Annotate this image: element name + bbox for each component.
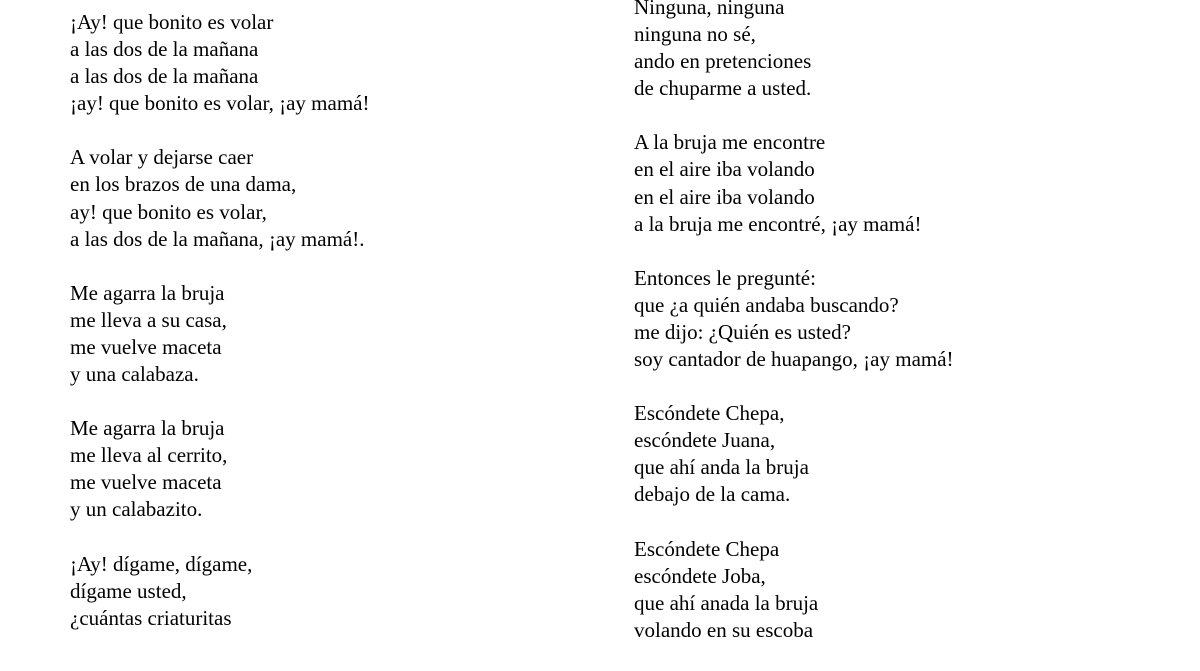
stanza	[70, 9, 369, 117]
lyric-line: ¡Ay! que bonito es volar	[70, 10, 274, 34]
stanza	[634, 129, 954, 237]
lyric-line: me dijo: ¿Quién es usted?	[634, 319, 851, 344]
lyric-line: que ¿a quién andaba buscando?	[634, 292, 899, 317]
lyric-line: Me agarra la bruja	[70, 280, 225, 305]
lyric-line: escóndete Joba,	[634, 563, 766, 588]
lyric-line: Escóndete Chepa	[634, 536, 780, 561]
stanza	[634, 536, 954, 644]
lyric-line: ¡Ay! dígame, dígame,	[70, 551, 253, 576]
lyric-line: ¿cuántas criaturitas	[70, 605, 232, 630]
lyric-line: ¡ay! que bonito es volar, ¡ay mamá!	[70, 91, 370, 116]
lyric-line: y una calabaza.	[70, 362, 199, 387]
lyric-line: volando en su escoba	[634, 617, 814, 642]
stanza	[634, 400, 954, 508]
lyric-line: Me agarra la bruja	[70, 416, 225, 441]
lyric-line: me vuelve maceta	[70, 470, 222, 495]
lyric-line: dígame usted,	[70, 578, 187, 603]
lyric-line: Entonces le pregunté:	[634, 265, 816, 290]
lyric-line: ay! que bonito es volar,	[70, 199, 267, 224]
stanza	[70, 415, 369, 523]
lyric-line: soy cantador de huapango, ¡ay mamá!	[634, 347, 954, 372]
lyric-line: a las dos de la mañana, ¡ay mamá!.	[70, 226, 365, 251]
lyric-line: en el aire iba volando	[634, 184, 815, 209]
lyric-line: me lleva al cerrito,	[70, 443, 228, 468]
stanza	[70, 280, 369, 388]
stanza	[70, 144, 369, 252]
lyric-line: que ahí anada la bruja	[634, 590, 819, 615]
lyric-line: debajo de la cama.	[634, 482, 791, 507]
lyric-line: A la bruja me encontre	[634, 130, 826, 155]
lyrics-left-column	[70, 9, 369, 659]
lyric-line: que ahí anda la bruja	[634, 455, 809, 480]
lyric-line: a las dos de la mañana	[70, 37, 259, 62]
lyric-line: Ninguna, ninguna	[634, 0, 785, 19]
lyric-line: a las dos de la mañana	[70, 64, 259, 89]
lyric-line: de chuparme a usted.	[634, 76, 812, 101]
lyric-line: y un calabazito.	[70, 497, 203, 522]
lyric-line: en los brazos de una dama,	[70, 172, 297, 197]
stanza	[70, 551, 369, 632]
lyric-line: escóndete Juana,	[634, 428, 776, 453]
lyric-line: ando en pretenciones	[634, 49, 812, 74]
lyric-line: A volar y dejarse caer	[70, 145, 254, 170]
lyric-line: Escóndete Chepa,	[634, 401, 785, 426]
lyric-line: ninguna no sé,	[634, 22, 756, 47]
lyric-line: me lleva a su casa,	[70, 307, 227, 332]
lyric-line: a la bruja me encontré, ¡ay mamá!	[634, 211, 922, 236]
lyric-line: me vuelve maceta	[70, 334, 222, 359]
stanza	[634, 0, 954, 102]
stanza	[634, 265, 954, 373]
lyrics-right-column	[634, 0, 954, 671]
lyric-line: en el aire iba volando	[634, 157, 815, 182]
